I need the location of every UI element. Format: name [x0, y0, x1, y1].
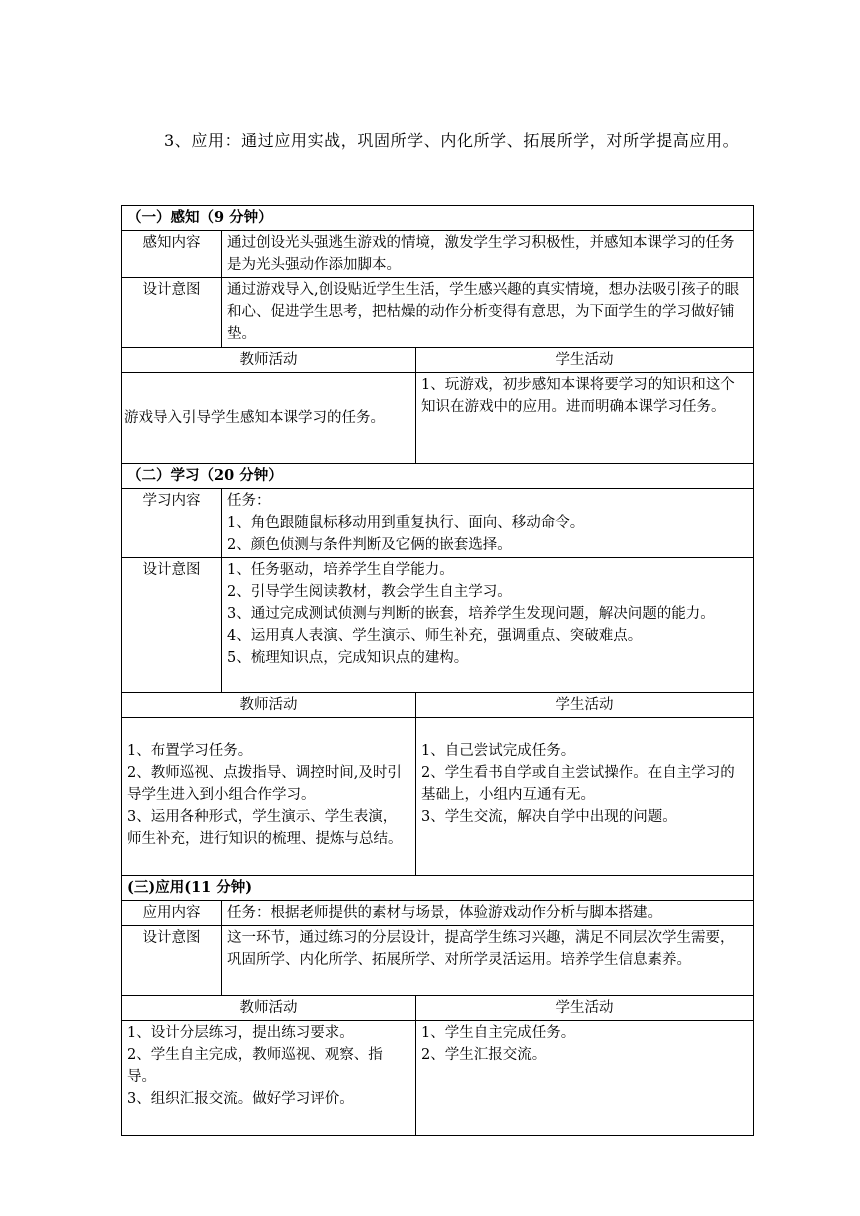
section2-teacher-header: 教师活动: [122, 693, 416, 718]
section2-teacher-activity: [122, 718, 416, 876]
section1-student-header: 学生活动: [416, 348, 754, 373]
section1-title: （一）感知（9 分钟）: [122, 206, 754, 231]
section3-content: 任务：根据老师提供的素材与场景，体验游戏动作分析与脚本搭建。: [222, 901, 754, 926]
section2-student-line: 2、学生看书自学或自主尝试操作。在自主学习的基础上，小组内互通有无。: [421, 765, 735, 803]
section2-intent-line: 4、运用真人表演、学生演示、师生补充，强调重点、突破难点。: [227, 628, 643, 644]
section2-intent-line: 2、引导学生阅读教材，教会学生自主学习。: [227, 584, 512, 600]
section3-teacher-line: 2、学生自主完成，教师巡视、观察、指导。: [127, 1047, 383, 1085]
section2-teacher-line: 3、运用各种形式，学生演示、学生表演，师生补充，进行知识的梳理、提炼与总结。: [127, 809, 403, 847]
intro-paragraph: 3、应用：通过应用实战，巩固所学、内化所学、拓展所学，对所学提高应用。: [164, 131, 740, 150]
section2-intent-line: 1、任务驱动，培养学生自学能力。: [227, 562, 454, 578]
section1-intent: 通过游戏导入,创设贴近学生生活，学生感兴趣的真实情境，想办法吸引孩子的眼和心、促进学生思考，把枯燥的动作分析变得有意思，为下面学生的学习做好铺垫。: [222, 278, 754, 348]
section2-intent-line: 5、梳理知识点，完成知识点的建构。: [227, 650, 469, 666]
section3-content-label: 应用内容: [122, 901, 222, 926]
section1-teacher-activity: 游戏导入引导学生感知本课学习的任务。: [122, 373, 416, 464]
section2-title: （二）学习（20 分钟）: [122, 464, 754, 489]
section1-teacher-header: 教师活动: [122, 348, 416, 373]
section3-teacher-line: 1、设计分层练习，提出练习要求。: [127, 1025, 354, 1041]
section3-intent-label: 设计意图: [122, 926, 222, 996]
section2-content-line: 任务：: [227, 493, 271, 509]
section2-content-label: 学习内容: [122, 489, 222, 558]
section2-student-line: 3、学生交流，解决自学中出现的问题。: [421, 809, 677, 825]
lesson-plan-table: [121, 205, 754, 1136]
section1-content-label: 感知内容: [122, 231, 222, 278]
section3-title: (三)应用(11 分钟): [122, 876, 754, 901]
section3-teacher-line: 3、组织汇报交流。做好学习评价。: [127, 1091, 354, 1107]
section2-student-activity: [416, 718, 754, 876]
section3-student-line: 1、学生自主完成任务。: [421, 1025, 576, 1041]
section2-content-line: 2、颜色侦测与条件判断及它俩的嵌套选择。: [227, 537, 512, 553]
section2-intent: [222, 558, 754, 693]
section2-student-line: 1、自己尝试完成任务。: [421, 743, 576, 759]
section2-teacher-line: 1、布置学习任务。: [127, 743, 253, 759]
section1-content: 通过创设光头强逃生游戏的情境，激发学生学习积极性，并感知本课学习的任务是为光头强动作添加脚本。: [222, 231, 754, 278]
section3-student-line: 2、学生汇报交流。: [421, 1047, 547, 1063]
section3-intent: 这一环节，通过练习的分层设计，提高学生练习兴趣，满足不同层次学生需要，巩固所学、内化所学、拓展所学、对所学灵活运用。培养学生信息素养。: [222, 926, 754, 996]
section2-content-line: 1、角色跟随鼠标移动用到重复执行、面向、移动命令。: [227, 515, 585, 531]
section3-student-header: 学生活动: [416, 996, 754, 1021]
section2-intent-line: 3、通过完成测试侦测与判断的嵌套，培养学生发现问题，解决问题的能力。: [227, 606, 715, 622]
section2-teacher-line: 2、教师巡视、点拨指导、调控时间,及时引导学生进入到小组合作学习。: [127, 765, 402, 803]
section1-student-activity: 1、玩游戏，初步感知本课将要学习的知识和这个知识在游戏中的应用。进而明确本课学习任务。: [416, 373, 754, 464]
section3-student-activity: [416, 1021, 754, 1136]
section3-teacher-header: 教师活动: [122, 996, 416, 1021]
section2-intent-label: 设计意图: [122, 558, 222, 693]
section1-intent-label: 设计意图: [122, 278, 222, 348]
section2-content: [222, 489, 754, 558]
section3-teacher-activity: [122, 1021, 416, 1136]
section2-student-header: 学生活动: [416, 693, 754, 718]
